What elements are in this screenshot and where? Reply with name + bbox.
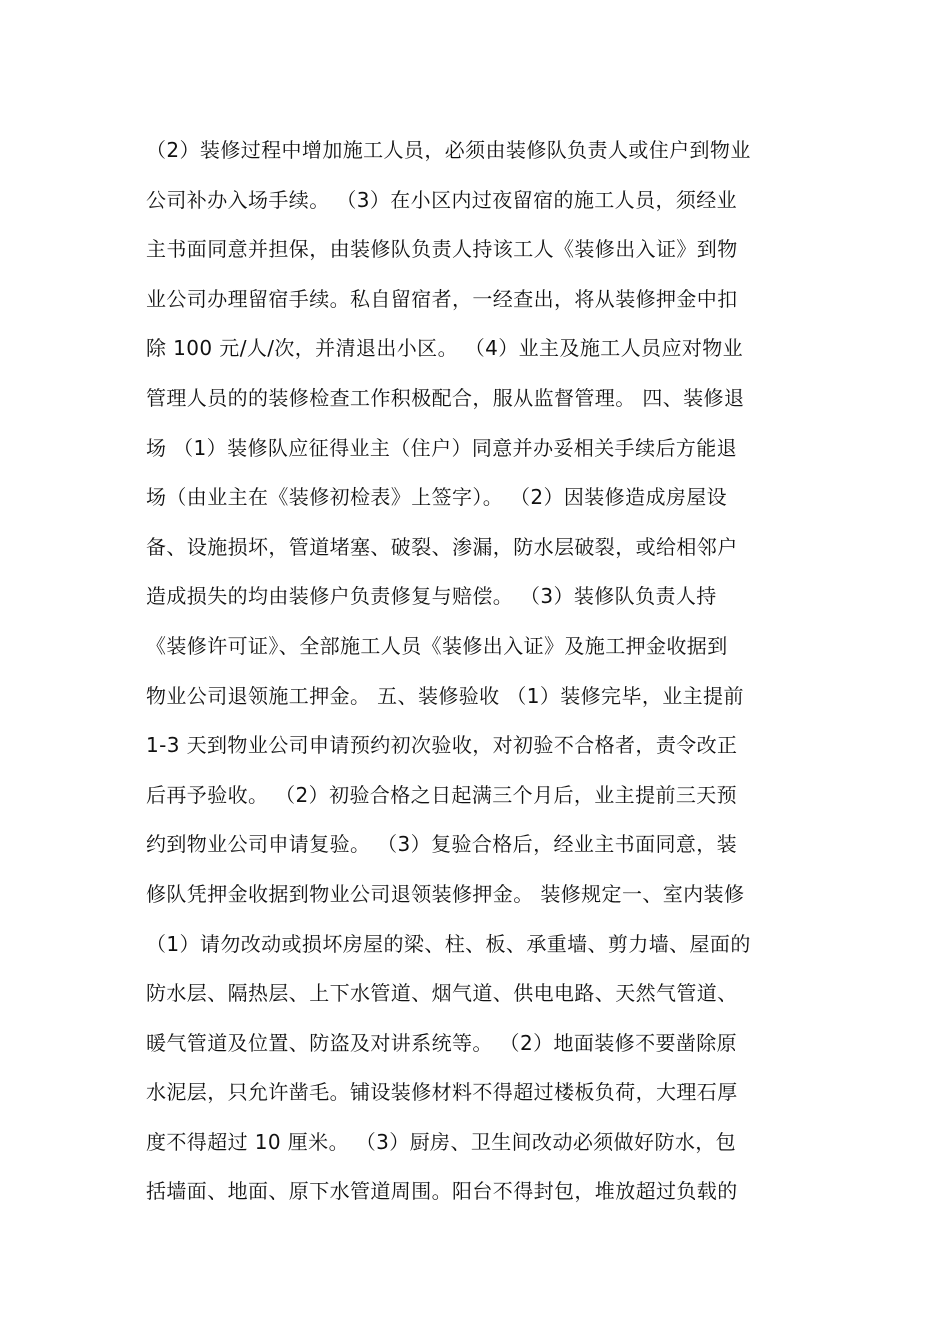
text-line: 《装修许可证》、全部施工人员《装修出入证》及施工押金收据到 — [146, 633, 728, 658]
text-line: 场（由业主在《装修初检表》上签字）。 （2）因装修造成房屋设 — [146, 485, 728, 510]
text-line: 后再予验收。 （2）初验合格之日起满三个月后，业主提前三天预 — [146, 782, 738, 807]
text-line: 修队凭押金收据到物业公司退领装修押金。 装修规定一、室内装修 — [146, 881, 745, 906]
text-line: 除 100 元/人/次，并清退出小区。 （4）业主及施工人员应对物业 — [146, 336, 744, 361]
text-line: 防水层、隔热层、上下水管道、烟气道、供电电路、天然气管道、 — [146, 981, 738, 1006]
text-line: 造成损失的均由装修户负责修复与赔偿。 （3）装修队负责人持 — [146, 584, 717, 609]
text-line: 1-3 天到物业公司申请预约初次验收，对初验不合格者，责令改正 — [146, 733, 738, 758]
text-line: 管理人员的的装修检查工作积极配合，服从监督管理。 四、装修退 — [146, 385, 745, 410]
text-line: 物业公司退领施工押金。 五、装修验收 （1）装修完毕，业主提前 — [146, 683, 744, 708]
text-line: 业公司办理留宿手续。私自留宿者，一经查出，将从装修押金中扣 — [146, 286, 738, 311]
body-text — [146, 126, 811, 1217]
text-line: 主书面同意并担保，由装修队负责人持该工人《装修出入证》到物 — [146, 237, 738, 262]
text-line: 约到物业公司申请复验。 （3）复验合格后，经业主书面同意，装 — [146, 832, 738, 857]
text-line: 括墙面、地面、原下水管道周围。阳台不得封包，堆放超过负载的 — [146, 1179, 738, 1204]
text-line: 水泥层，只允许凿毛。铺设装修材料不得超过楼板负荷，大理石厚 — [146, 1080, 738, 1105]
text-line: 暖气管道及位置、防盗及对讲系统等。 （2）地面装修不要凿除原 — [146, 1030, 738, 1055]
text-line: 备、设施损坏，管道堵塞、破裂、渗漏，防水层破裂，或给相邻户 — [146, 534, 738, 559]
text-line: 公司补办入场手续。 （3）在小区内过夜留宿的施工人员，须经业 — [146, 187, 738, 212]
text-line: 度不得超过 10 厘米。 （3）厨房、卫生间改动必须做好防水，包 — [146, 1129, 737, 1154]
text-line: （2）装修过程中增加施工人员，必须由装修队负责人或住户到物业 — [146, 138, 751, 162]
text-line: 场 （1）装修队应征得业主（住户）同意并办妥相关手续后方能退 — [146, 435, 738, 460]
text-line: （1）请勿改动或损坏房屋的梁、柱、板、承重墙、剪力墙、屋面的 — [146, 931, 751, 956]
